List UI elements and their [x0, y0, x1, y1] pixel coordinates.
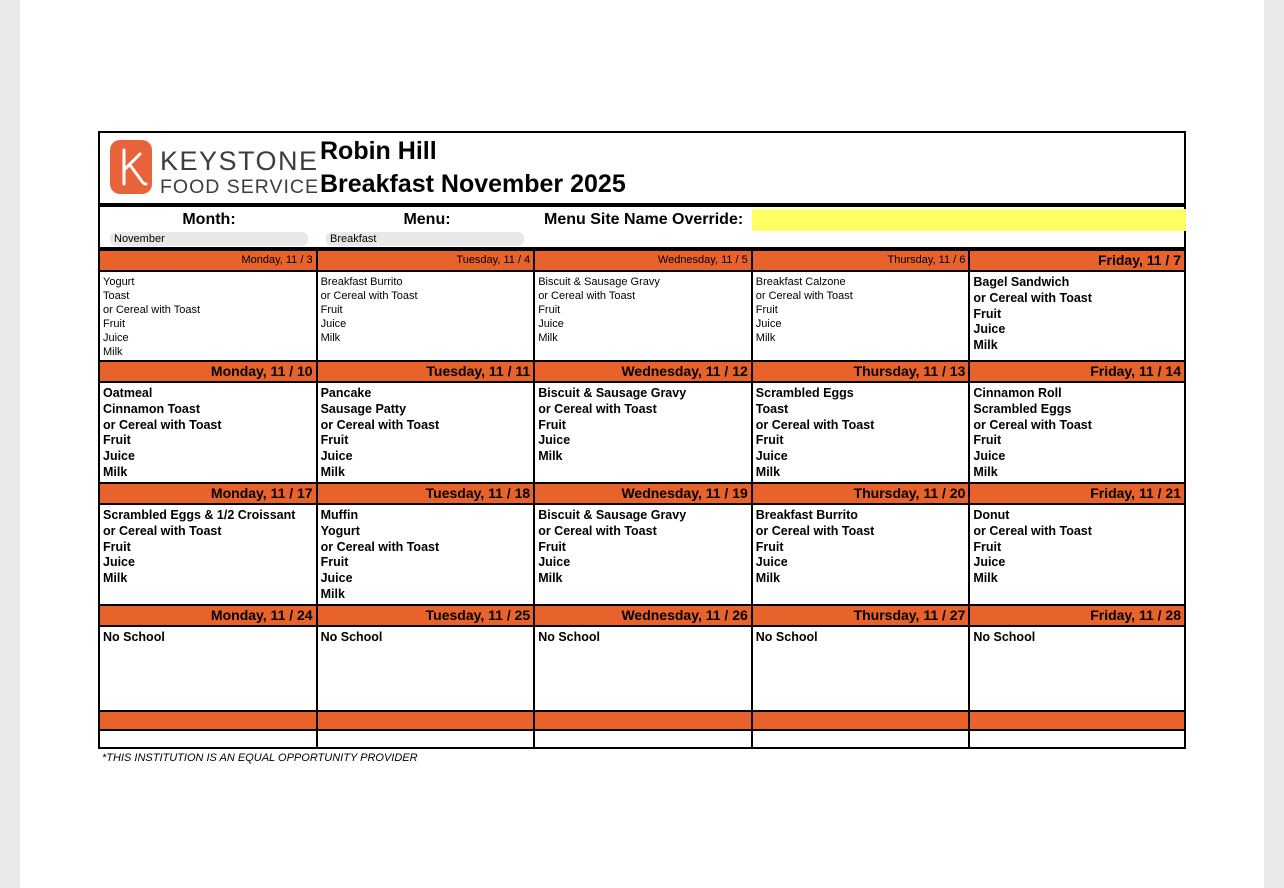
- menu-item: Yogurt: [320, 523, 360, 538]
- empty-week-row: [100, 712, 1184, 747]
- menu-item: or Cereal with Toast: [755, 290, 853, 302]
- day-date: Monday, 11 / 10: [100, 362, 316, 383]
- calendar-grid: [98, 247, 1186, 749]
- menu-item: Milk: [320, 464, 345, 479]
- menu-item: or Cereal with Toast: [320, 417, 440, 432]
- menu-item: Fruit: [538, 417, 566, 432]
- menu-item: or Cereal with Toast: [973, 290, 1092, 305]
- day-menu: [970, 505, 1184, 606]
- day-date: Wednesday, 11 / 26: [535, 606, 751, 627]
- menu-item: Bagel Sandwich: [973, 275, 1070, 289]
- menu-item: Milk: [538, 571, 563, 586]
- menu-item: or Cereal with Toast: [103, 417, 222, 432]
- day-cell: [535, 606, 753, 712]
- day-menu: [753, 383, 969, 484]
- day-menu: [318, 272, 534, 362]
- menu-item: Muffin: [320, 508, 359, 522]
- menu-item: Milk: [538, 449, 563, 464]
- day-date: Wednesday, 11 / 5: [535, 251, 751, 272]
- day-date: Tuesday, 11 / 4: [318, 251, 534, 272]
- menu-item: Juice: [755, 555, 788, 570]
- override-input[interactable]: [752, 209, 1186, 231]
- menu-item: Breakfast Burrito: [755, 508, 858, 522]
- menu-item: Fruit: [973, 539, 1002, 554]
- menu-item: Sausage Patty: [320, 401, 407, 416]
- day-menu: [535, 627, 751, 712]
- day-menu: [753, 272, 969, 362]
- empty-day-cell: [535, 712, 753, 747]
- day-date: Thursday, 11 / 27: [753, 606, 969, 627]
- day-cell: [535, 362, 753, 484]
- menu-item: Fruit: [320, 433, 349, 448]
- menu-item: Juice: [755, 449, 788, 464]
- menu-item: No School: [103, 630, 165, 644]
- day-menu: [753, 627, 969, 712]
- menu-item: Milk: [755, 332, 776, 344]
- day-date: Thursday, 11 / 6: [753, 251, 969, 272]
- menu-item: Juice: [755, 318, 782, 330]
- menu-item: Milk: [103, 464, 128, 479]
- menu-item: Juice: [538, 318, 564, 330]
- menu-item: or Cereal with Toast: [320, 290, 418, 302]
- day-cell: [318, 606, 536, 712]
- document-page: [20, 0, 1264, 888]
- day-menu: [318, 505, 534, 606]
- menu-item: Scrambled Eggs & 1/2 Croissant: [103, 508, 296, 522]
- day-menu: [535, 272, 751, 362]
- menu-item: Milk: [755, 571, 781, 586]
- day-date: Monday, 11 / 24: [100, 606, 316, 627]
- day-date: Tuesday, 11 / 11: [318, 362, 534, 383]
- day-date: Thursday, 11 / 13: [753, 362, 969, 383]
- menu-item: Juice: [103, 332, 129, 344]
- day-cell: [318, 484, 536, 606]
- menu-item: Fruit: [538, 304, 561, 316]
- menu-item: Fruit: [755, 433, 784, 448]
- menu-item: No School: [755, 630, 818, 644]
- day-date: Tuesday, 11 / 25: [318, 606, 534, 627]
- menu-item: Breakfast Calzone: [755, 276, 846, 288]
- menu-item: Toast: [103, 290, 130, 302]
- menu-item: Juice: [320, 318, 347, 330]
- week-row: [100, 251, 1184, 362]
- keystone-logo: [110, 140, 320, 198]
- menu-title: Breakfast November 2025: [320, 170, 626, 198]
- menu-item: Biscuit & Sausage Gravy: [538, 508, 687, 522]
- equal-opportunity-note: *THIS INSTITUTION IS AN EQUAL OPPORTUNITY PROVIDER: [102, 752, 418, 764]
- day-date: Wednesday, 11 / 12: [535, 362, 751, 383]
- day-menu: [535, 505, 751, 606]
- day-date: Monday, 11 / 17: [100, 484, 316, 505]
- menu-item: Milk: [103, 571, 128, 586]
- day-date: Monday, 11 / 3: [100, 251, 316, 272]
- menu-item: or Cereal with Toast: [320, 539, 440, 554]
- menu-item: or Cereal with Toast: [973, 523, 1092, 538]
- day-menu: [970, 627, 1184, 712]
- day-cell: [318, 251, 536, 362]
- menu-item: Juice: [103, 449, 135, 464]
- menu-item: Biscuit & Sausage Gravy: [538, 386, 687, 400]
- day-menu: [100, 627, 316, 712]
- menu-item: Scrambled Eggs: [755, 386, 854, 400]
- menu-item: Pancake: [320, 386, 372, 400]
- menu-label: Menu:: [403, 211, 451, 228]
- menu-item: Milk: [973, 338, 998, 353]
- day-menu: [100, 383, 316, 484]
- menu-item: Juice: [973, 555, 1006, 570]
- week-row: [100, 606, 1184, 712]
- day-cell: [753, 362, 971, 484]
- menu-item: Juice: [538, 555, 571, 570]
- menu-item: or Cereal with Toast: [538, 523, 657, 538]
- day-date: Friday, 11 / 14: [970, 362, 1184, 383]
- menu-item: Juice: [103, 555, 135, 570]
- day-menu: [970, 272, 1184, 362]
- menu-item: or Cereal with Toast: [103, 304, 201, 316]
- menu-item: or Cereal with Toast: [103, 523, 222, 538]
- day-menu: [100, 272, 316, 362]
- day-menu: [753, 505, 969, 606]
- override-label: Menu Site Name Override:: [544, 211, 744, 228]
- menu-item: Milk: [320, 332, 341, 344]
- empty-day-cell: [753, 712, 971, 747]
- menu-item: Fruit: [320, 304, 343, 316]
- menu-item: Fruit: [755, 539, 784, 554]
- menu-select[interactable]: Breakfast: [326, 232, 524, 246]
- menu-item: or Cereal with Toast: [755, 417, 875, 432]
- day-date: Tuesday, 11 / 18: [318, 484, 534, 505]
- menu-item: Biscuit & Sausage Gravy: [538, 276, 660, 288]
- menu-item: Fruit: [538, 539, 566, 554]
- menu-item: Milk: [103, 346, 123, 358]
- week-row: [100, 362, 1184, 484]
- menu-item: Cinnamon Roll: [973, 386, 1062, 400]
- day-cell: [535, 251, 753, 362]
- menu-item: Fruit: [103, 318, 125, 330]
- menu-item: Fruit: [973, 306, 1002, 321]
- day-menu: [970, 383, 1184, 484]
- logo-text-line1: KEYSTONE: [160, 146, 319, 176]
- empty-day-cell: [970, 712, 1184, 747]
- menu-sheet: [98, 131, 1186, 764]
- week-row: [100, 484, 1184, 606]
- menu-item: Juice: [320, 449, 353, 464]
- menu-item: Cinnamon Toast: [103, 401, 200, 416]
- empty-day-cell: [318, 712, 536, 747]
- day-cell: [535, 484, 753, 606]
- day-date: Friday, 11 / 21: [970, 484, 1184, 505]
- day-date: Wednesday, 11 / 19: [535, 484, 751, 505]
- menu-item: Fruit: [320, 555, 349, 570]
- menu-item: or Cereal with Toast: [755, 523, 875, 538]
- menu-item: Milk: [320, 586, 345, 601]
- menu-item: Fruit: [103, 433, 131, 448]
- day-date: Thursday, 11 / 20: [753, 484, 969, 505]
- day-date: Friday, 11 / 28: [970, 606, 1184, 627]
- day-cell: [100, 484, 318, 606]
- menu-header: [98, 131, 1186, 203]
- menu-item: Fruit: [973, 433, 1002, 448]
- day-cell: [970, 362, 1184, 484]
- day-cell: [970, 484, 1184, 606]
- day-cell: [753, 484, 971, 606]
- day-menu: [535, 383, 751, 484]
- menu-item: or Cereal with Toast: [538, 290, 636, 302]
- day-cell: [318, 362, 536, 484]
- day-date: Friday, 11 / 7: [970, 251, 1184, 272]
- menu-item: Fruit: [755, 304, 778, 316]
- menu-item: Yogurt: [103, 276, 135, 288]
- menu-item: Juice: [973, 449, 1006, 464]
- empty-day-cell: [100, 712, 318, 747]
- menu-item: Juice: [320, 571, 353, 586]
- day-cell: [753, 251, 971, 362]
- site-title: Robin Hill: [320, 137, 437, 165]
- day-menu: [100, 505, 316, 606]
- day-cell: [100, 606, 318, 712]
- menu-item: Toast: [755, 401, 789, 416]
- month-label: Month:: [182, 211, 236, 228]
- month-select[interactable]: November: [110, 232, 308, 246]
- menu-item: Milk: [538, 332, 558, 344]
- info-row: [98, 203, 1186, 247]
- menu-item: Juice: [538, 433, 571, 448]
- menu-item: or Cereal with Toast: [538, 401, 657, 416]
- day-cell: [970, 606, 1184, 712]
- menu-item: Milk: [973, 464, 998, 479]
- day-menu: [318, 627, 534, 712]
- menu-item: No School: [973, 630, 1036, 644]
- menu-item: No School: [320, 630, 383, 644]
- menu-item: Fruit: [103, 539, 131, 554]
- menu-item: Donut: [973, 508, 1010, 522]
- menu-item: Milk: [973, 571, 998, 586]
- menu-item: No School: [538, 630, 600, 644]
- menu-item: Scrambled Eggs: [973, 401, 1072, 416]
- logo-text-line2: FOOD SERVICE: [160, 176, 320, 198]
- keystone-k-icon: [110, 140, 152, 194]
- day-cell: [753, 606, 971, 712]
- menu-item: Breakfast Burrito: [320, 276, 403, 288]
- day-cell: [100, 251, 318, 362]
- menu-item: Juice: [973, 322, 1006, 337]
- menu-item: Oatmeal: [103, 386, 153, 400]
- day-menu: [318, 383, 534, 484]
- menu-item: Milk: [755, 464, 781, 479]
- day-cell: [100, 362, 318, 484]
- menu-item: or Cereal with Toast: [973, 417, 1092, 432]
- day-cell: [970, 251, 1184, 362]
